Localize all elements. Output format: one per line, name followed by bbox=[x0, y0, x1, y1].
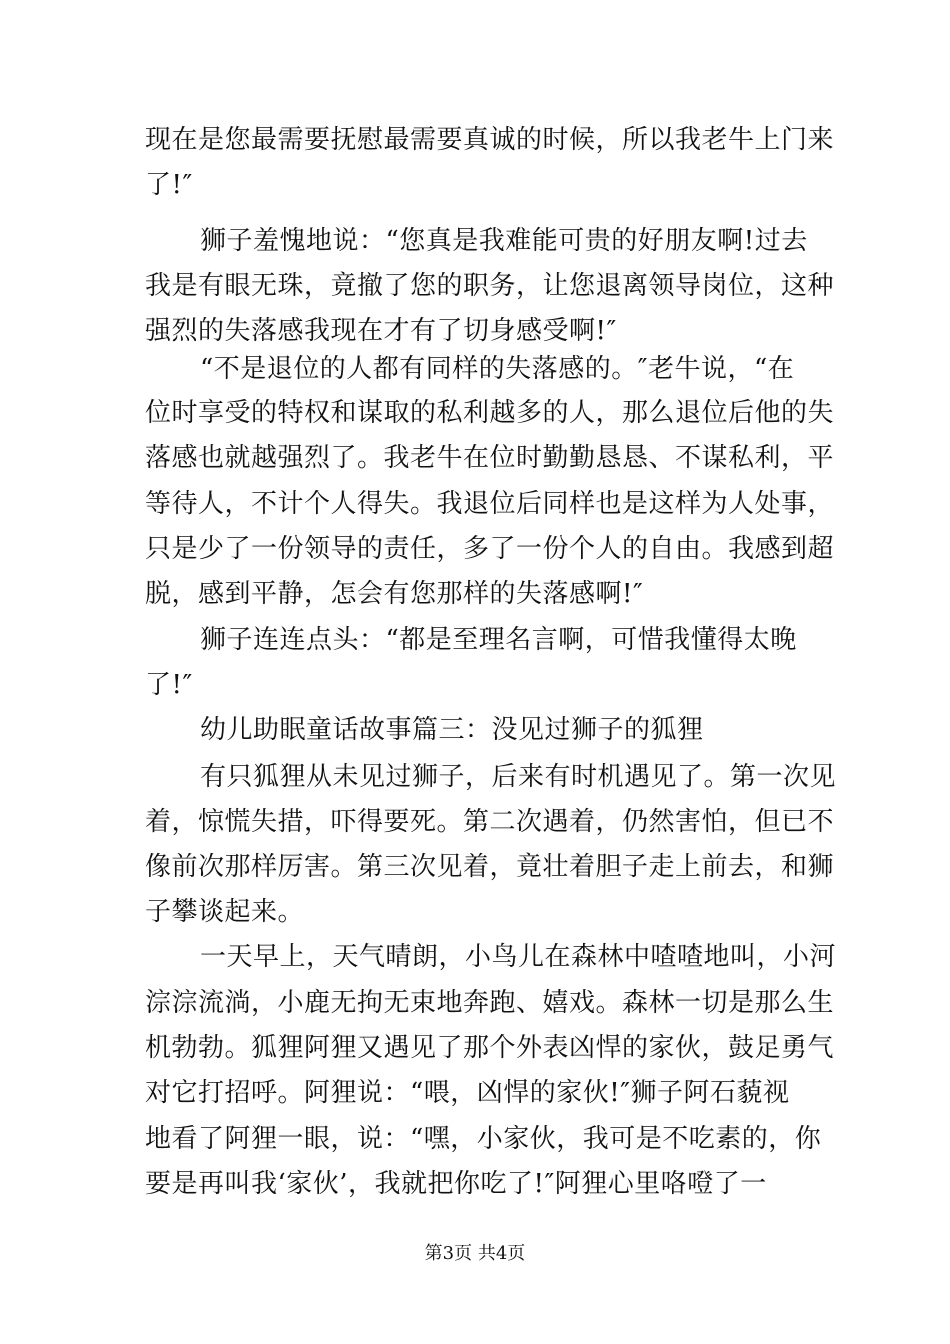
text-line: 狮子羞愧地说：“您真是我难能可贵的好朋友啊!过去 bbox=[200, 226, 808, 256]
text-line: 着，惊慌失措，吓得要死。第二次遇着，仍然害怕，但已不 bbox=[145, 807, 835, 837]
text-line: 一天早上，天气晴朗，小鸟儿在森林中喳喳地叫，小河 bbox=[200, 942, 837, 972]
text-line: 机勃勃。狐狸阿狸又遇见了那个外表凶悍的家伙，鼓足勇气 bbox=[145, 1033, 835, 1063]
text-line: 狮子连连点头：“都是至理名言啊，可惜我懂得太晚 bbox=[200, 625, 797, 655]
text-line: 地看了阿狸一眼，说：“嘿，小家伙，我可是不吃素的，你 bbox=[145, 1124, 822, 1154]
text-line: 了!″ bbox=[145, 170, 193, 200]
text-line: 落感也就越强烈了。我老牛在位时勤勤恳恳、不谋私利，平 bbox=[145, 443, 835, 473]
section-heading: 幼儿助眠童话故事篇三：没见过狮子的狐狸 bbox=[200, 715, 704, 745]
text-line: 对它打招呼。阿狸说：“喂，凶悍的家伙!″狮子阿石藐视 bbox=[145, 1078, 790, 1108]
text-line: 了!″ bbox=[145, 670, 193, 700]
page-number-footer: 第3页 共4页 bbox=[424, 1243, 526, 1264]
text-line: 脱，感到平静，怎会有您那样的失落感啊!″ bbox=[145, 579, 644, 609]
text-line: 现在是您最需要抚慰最需要真诚的时候，所以我老牛上门来 bbox=[145, 125, 835, 155]
text-line: 等待人，不计个人得失。我退位后同样也是这样为人处事， bbox=[145, 489, 835, 519]
text-line: 子攀谈起来。 bbox=[145, 897, 305, 927]
text-line: “不是退位的人都有同样的失落感的。″老牛说，“在 bbox=[200, 354, 795, 384]
text-line: 只是少了一份领导的责任，多了一份个人的自由。我感到超 bbox=[145, 534, 835, 564]
text-line: 强烈的失落感我现在才有了切身感受啊!″ bbox=[145, 316, 617, 346]
text-line: 要是再叫我‘家伙’，我就把你吃了!″阿狸心里咯噔了一 bbox=[145, 1169, 767, 1199]
text-line: 有只狐狸从未见过狮子，后来有时机遇见了。第一次见 bbox=[200, 762, 837, 792]
text-line: 我是有眼无珠，竟撤了您的职务，让您退离领导岗位，这种 bbox=[145, 271, 835, 301]
text-line: 位时享受的特权和谋取的私利越多的人，那么退位后他的失 bbox=[145, 398, 835, 428]
text-line: 像前次那样厉害。第三次见着，竟壮着胆子走上前去，和狮 bbox=[145, 852, 835, 882]
text-line: 淙淙流淌，小鹿无拘无束地奔跑、嬉戏。森林一切是那么生 bbox=[145, 988, 835, 1018]
